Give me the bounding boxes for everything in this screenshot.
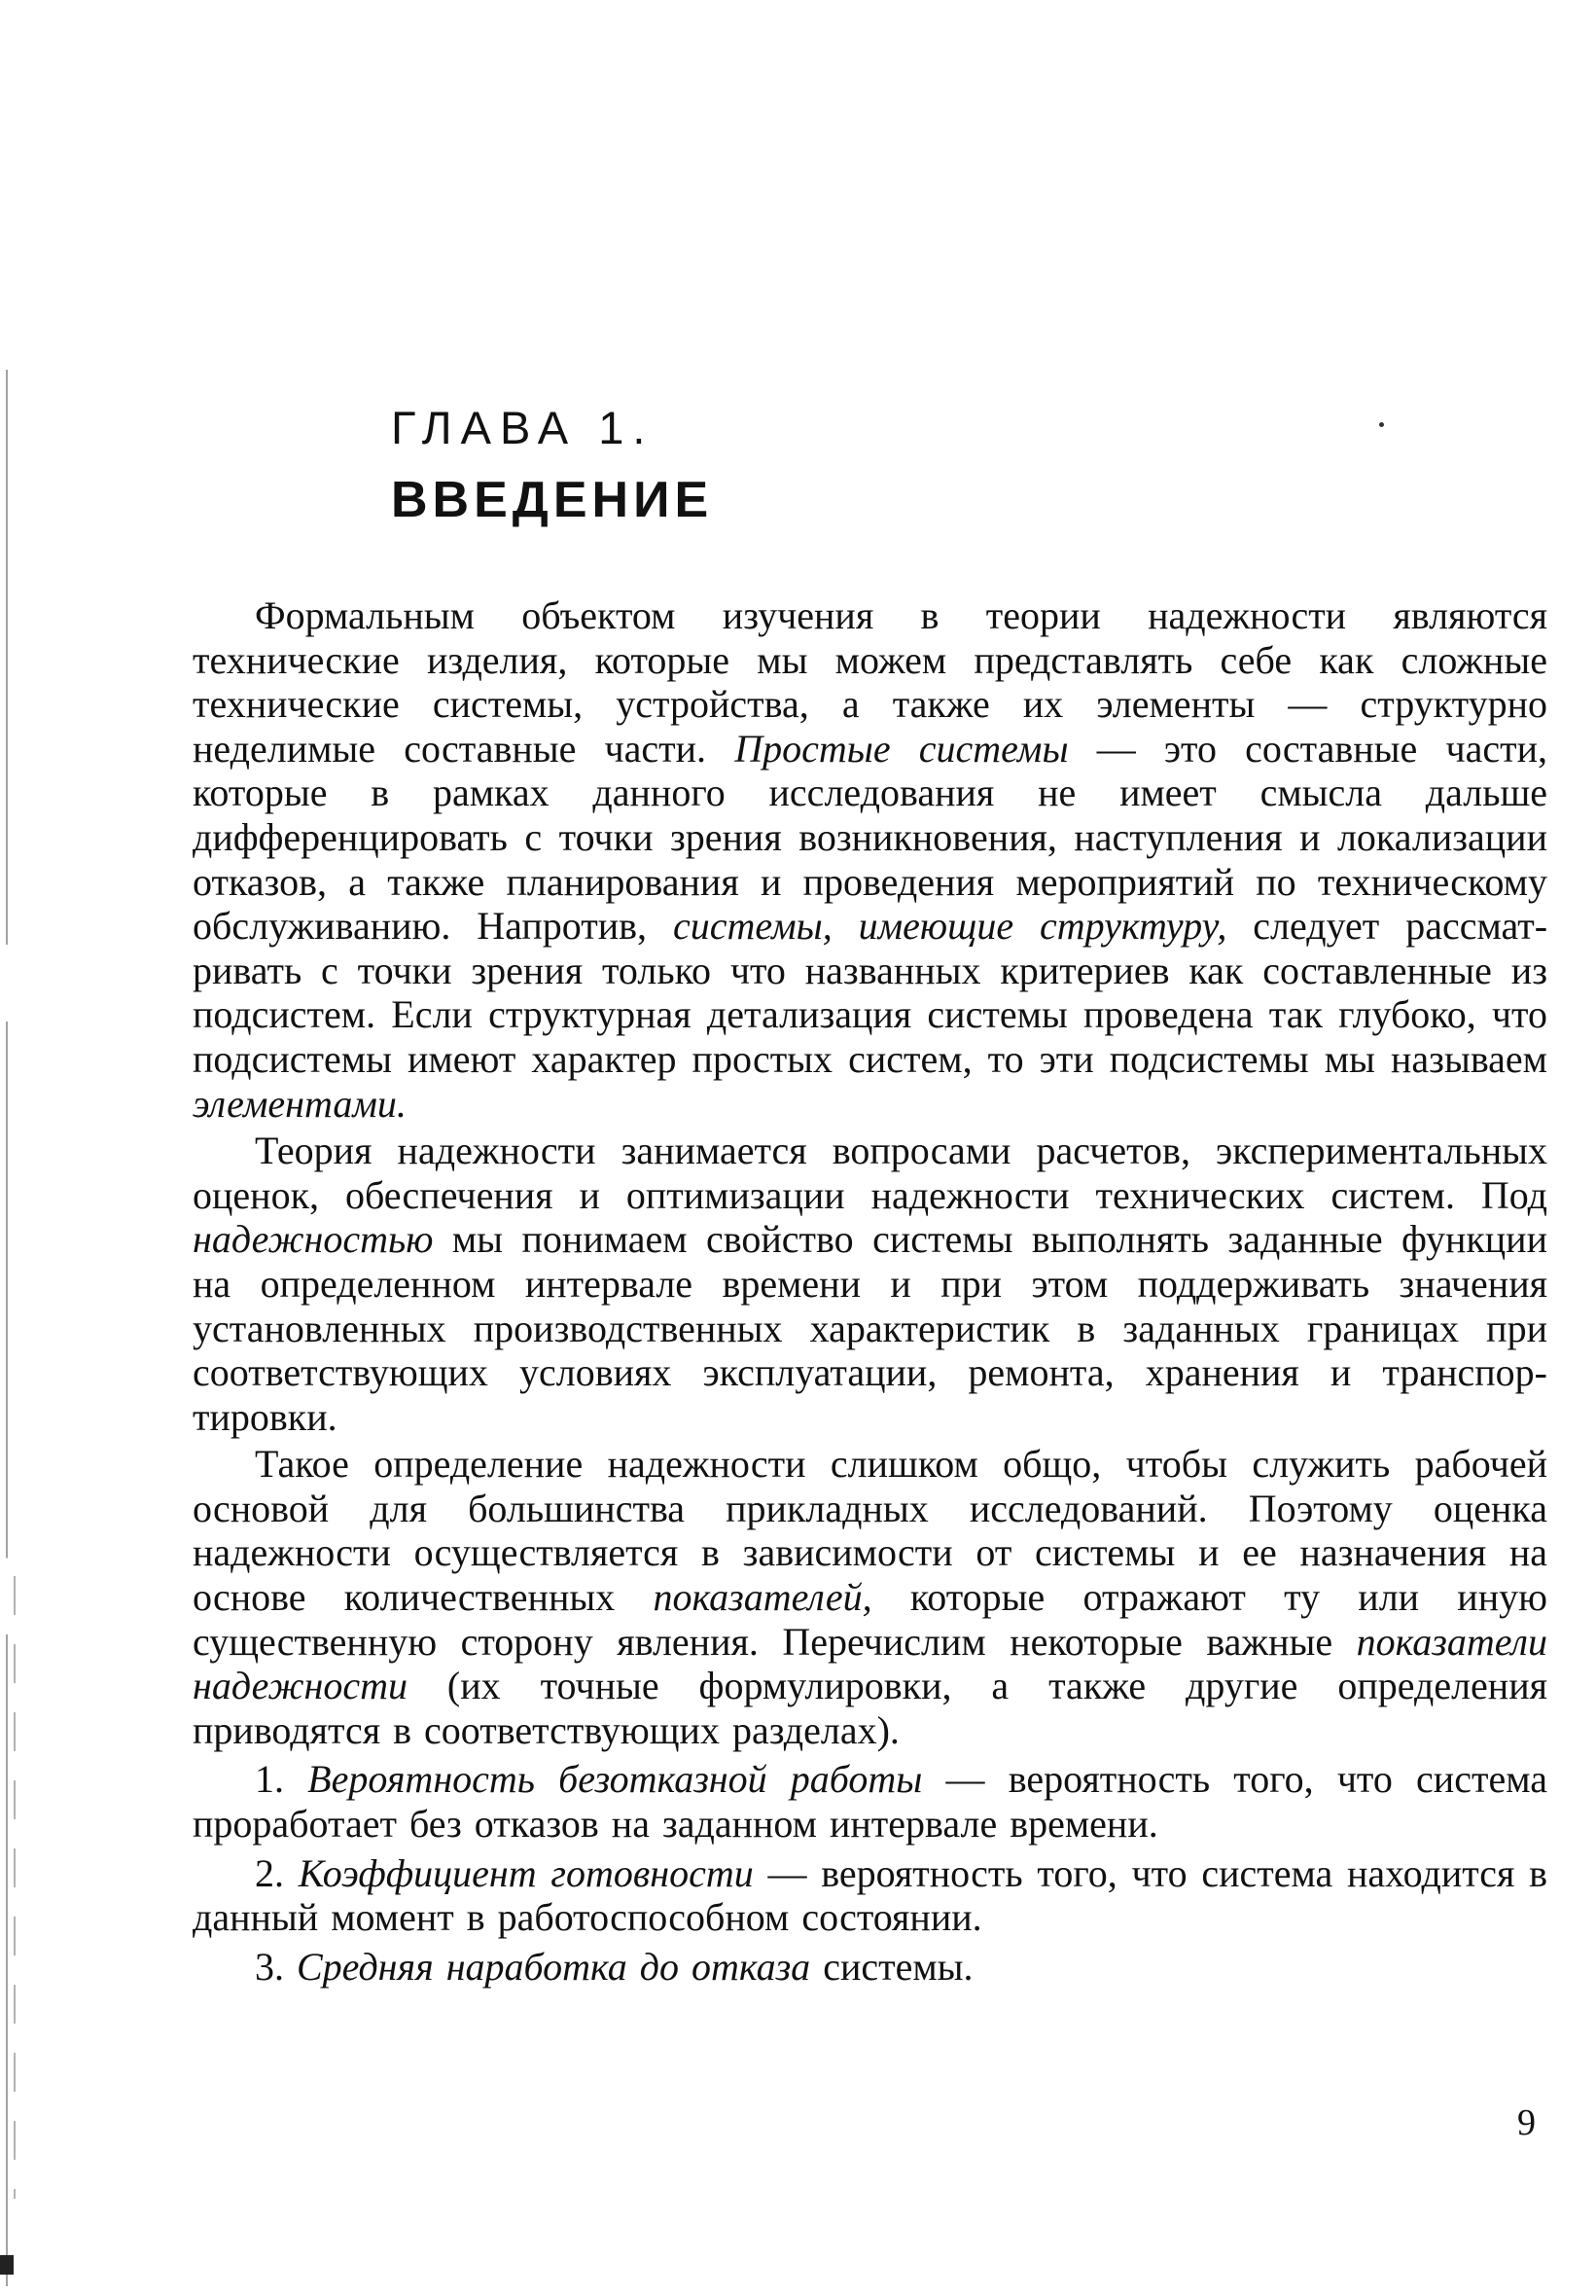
chapter-title: ВВЕДЕНИЕ [391,472,714,528]
text-run: Такое определение надежности слишком общо, чтобы служить рабочей основой для большинства прикладных исследований. Поэтому оценка надежности осуществляется в зависимости от системы и ее назначения на основе количественных [193,1442,1547,1620]
list-item [193,1851,1547,1940]
italic-term: Вероятность безотказной работы [307,1757,923,1802]
text-run: следует рассматривать с точки зрения только что названных критериев как составленные из подсистем. Если структурная детализация системы проведена так глубоко, что подсистемы имеют характер простых систем, то эти подсистемы мы называем [193,904,1548,1081]
text-run: которые отражают ту или иную существенную сторону явления. Перечислим некоторые важные [193,1575,1547,1664]
text-run: — вероятность того, что система проработает без отказов на заданном интервале времени. [193,1757,1547,1847]
italic-term: системы, имеющие структуру, [672,904,1227,949]
text-run: 3. [255,1944,297,1989]
italic-term: надежностью [193,1217,434,1262]
text-run: мы понимаем свойство системы выполнять заданные функции на определенном интервале времени и при этом поддерживать значения установленных производственных характеристик в заданных границах при соответствующих условиях эксплуатации, ремонта, хранения и транспортировки. [193,1217,1547,1439]
italic-term: элементами. [193,1081,407,1126]
text-run: 1. [255,1757,308,1802]
italic-term: показателей, [653,1575,872,1620]
scan-edge-mark-secondary [14,1576,16,2199]
paragraph [193,1442,1547,1752]
italic-term: Средняя наработка до отказа [297,1944,811,1989]
text-run: — вероятность того, что система находится в данный момент в работоспособном состоянии. [193,1850,1548,1940]
scan-edge-mark [6,370,8,2286]
text-run: системы. [810,1944,974,1989]
text-run: — это составные части, которые в рамках данного исследования не имеет смысла дальше дифференцировать с точки зрения возникновения, наступления и локализации отказов, а также планирования и проведения мероприятий по техническому обслуживанию. Напротив, [193,726,1547,949]
page-number: 9 [1517,2102,1536,2143]
body-text [193,593,1547,1989]
text-run: Теория надежности занимается вопросами расчетов, экспериментальных оценок, обеспечения и оптимизации надежности технических систем. Под [193,1129,1547,1217]
italic-term: показатели надежности [193,1619,1547,1708]
scan-speck [1379,422,1384,427]
list-item [193,1945,1547,1990]
paragraph [193,1129,1547,1439]
text-run: Формальным объектом изучения в теории надежности являются технические изделия, которые мы можем представлять себе как сложные технические системы, устройства, а также их элементы — структурно неделимые составные части. [193,593,1547,771]
scan-corner-mark [0,2255,14,2275]
chapter-label: ГЛАВА 1. [391,402,655,453]
list-item [193,1757,1547,1846]
italic-term: Простые системы [734,726,1069,771]
italic-term: Коэффициент готовности [298,1850,754,1895]
text-run: 2. [255,1850,299,1895]
text-run: (их точные формулировки, а также другие определения приводятся в соответствующих разделах). [193,1664,1547,1752]
paragraph [193,593,1547,1126]
